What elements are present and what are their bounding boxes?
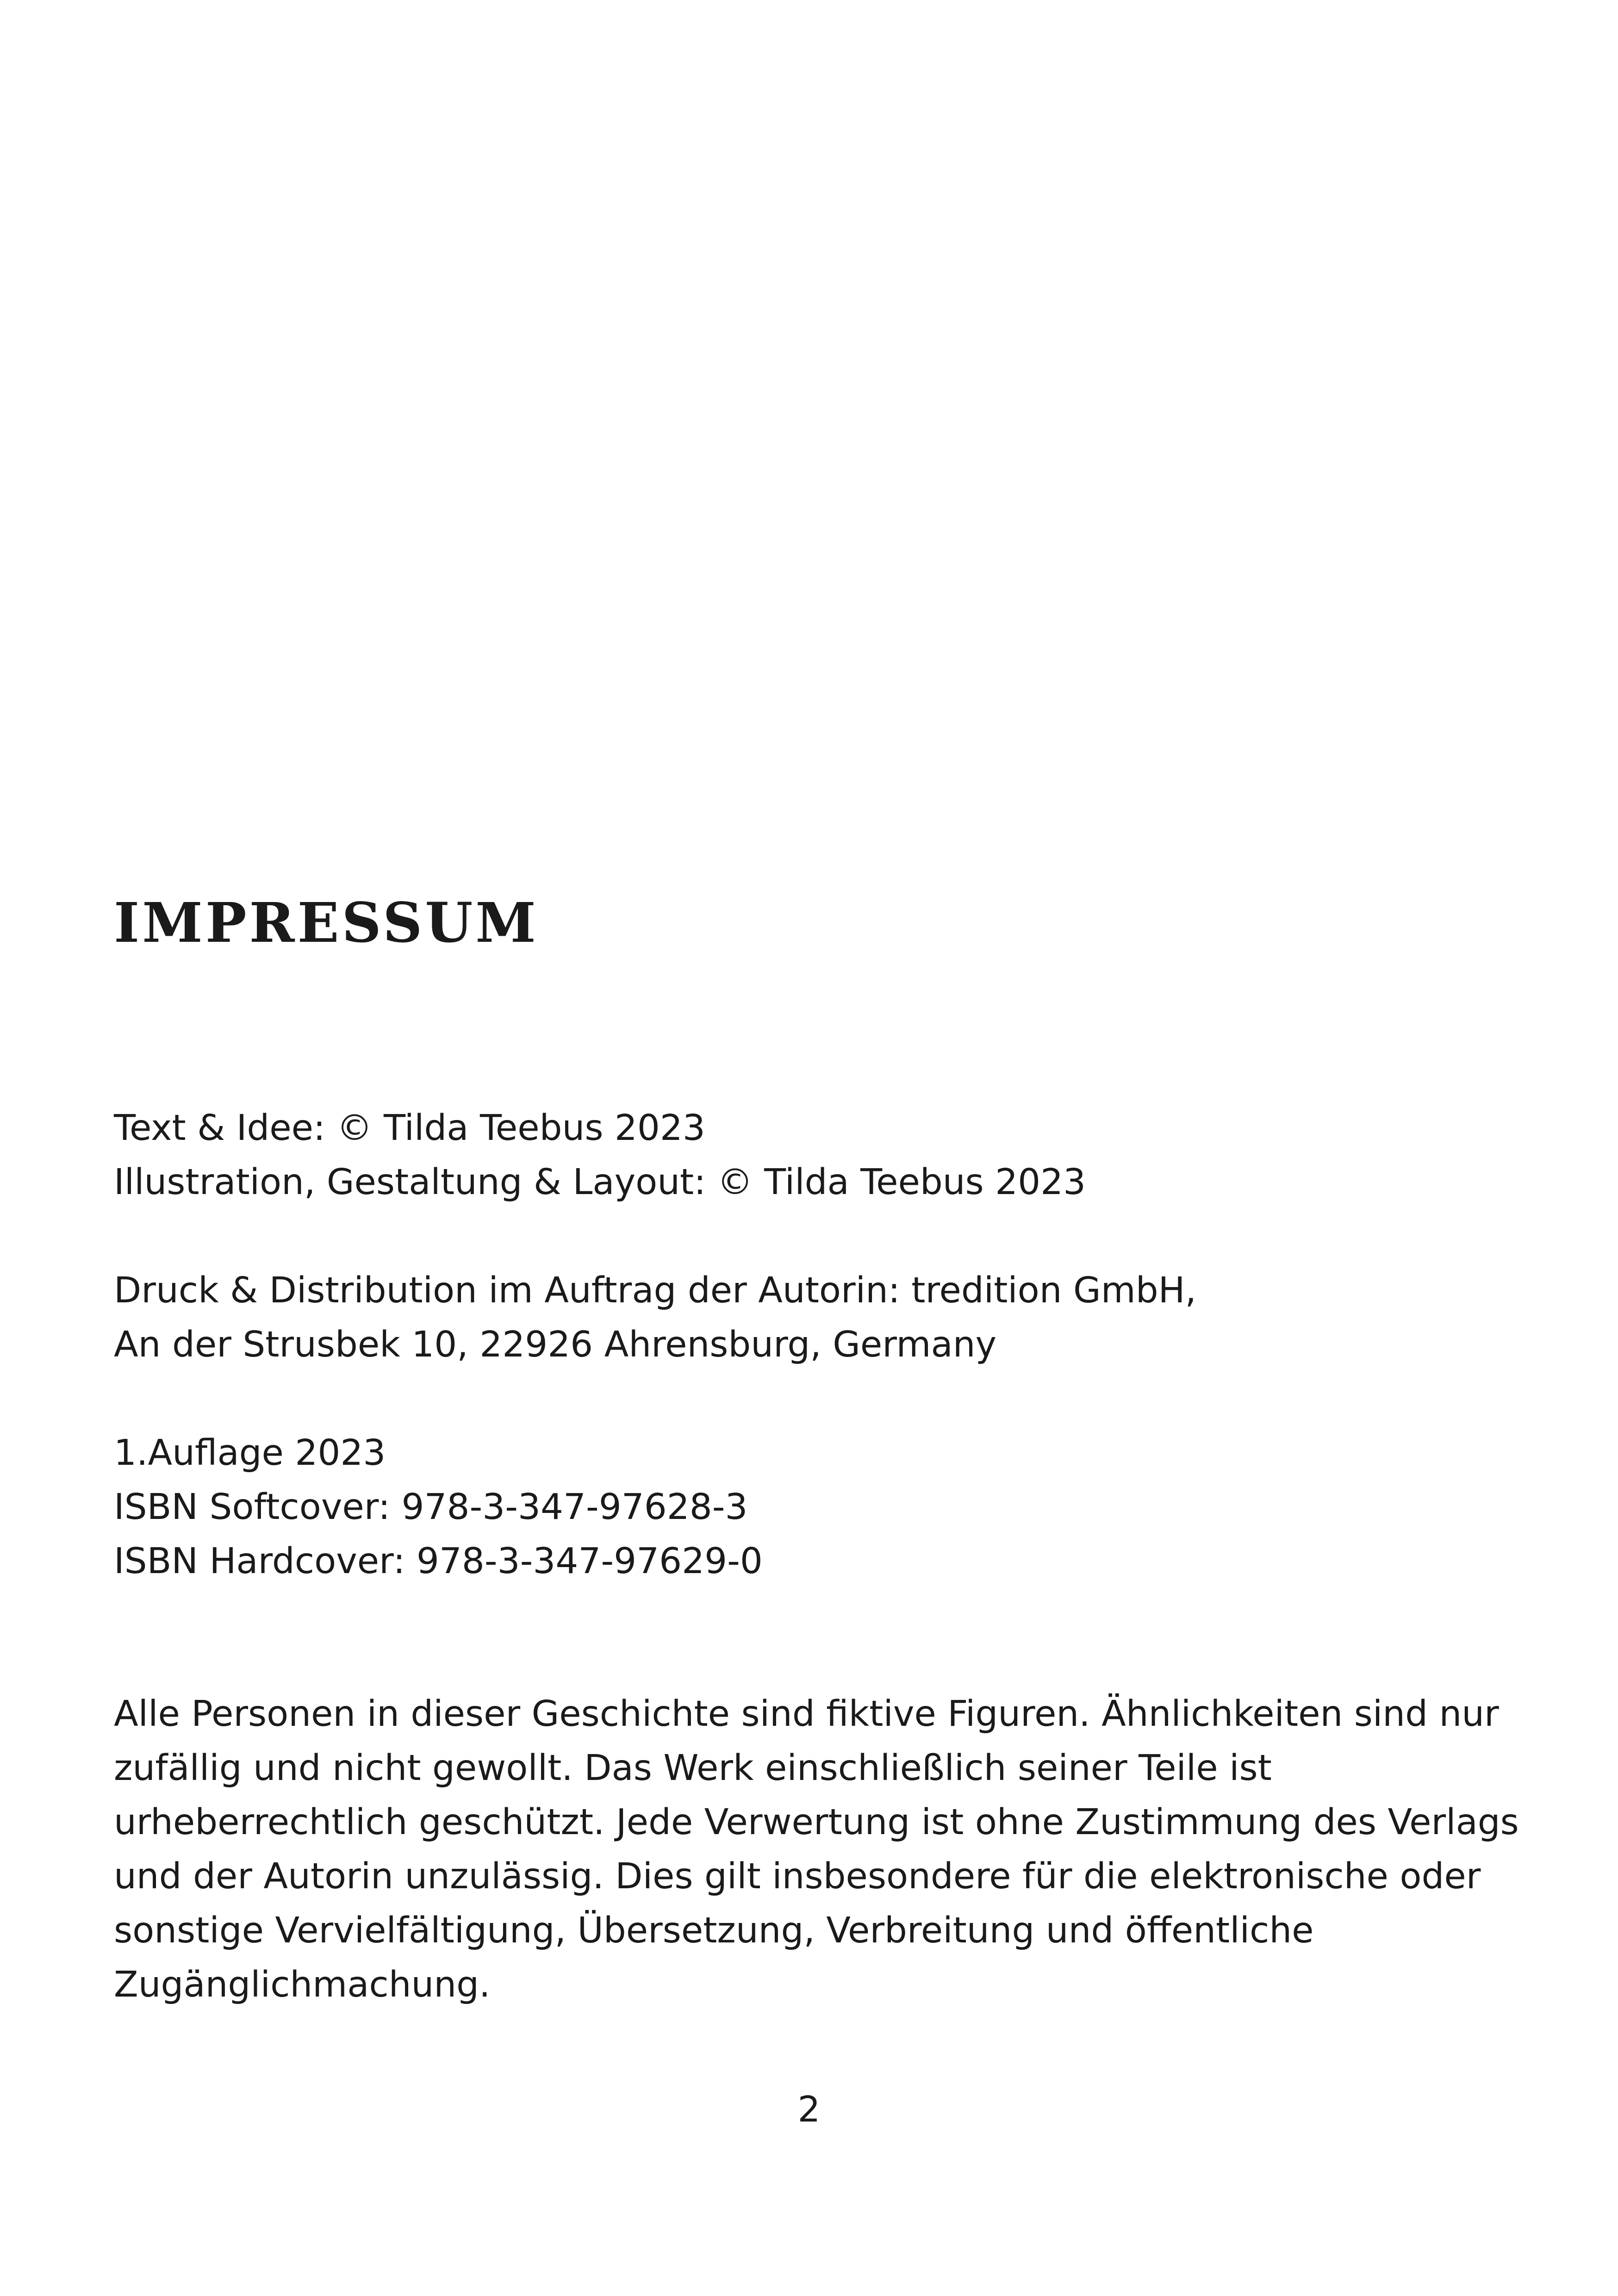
publisher-address-line: An der Strusbek 10, 22926 Ahrensburg, Germany <box>114 1324 997 1365</box>
disclaimer-line: und der Autorin unzulässig. Dies gilt insbesondere für die elektronische oder <box>114 1856 1481 1897</box>
edition-line: 1.Auflage 2023 <box>114 1432 386 1474</box>
credit-line-illustration: Illustration, Gestaltung & Layout: © Tilda Teebus 2023 <box>114 1162 1086 1203</box>
disclaimer-line: Alle Personen in dieser Geschichte sind fiktive Figuren. Ähnlichkeiten sind nur <box>114 1693 1499 1735</box>
page-number: 2 <box>797 2089 821 2130</box>
distribution-line: Druck & Distribution im Auftrag der Autorin: tredition GmbH, <box>114 1270 1196 1311</box>
disclaimer-line: Zugänglichmachung. <box>114 1964 491 2005</box>
print-distribution-block <box>114 1263 1196 1372</box>
isbn-hardcover-line: ISBN Hardcover: 978-3-347-97629-0 <box>114 1541 763 1582</box>
edition-block <box>114 1426 763 1588</box>
page-heading: IMPRESSUM <box>114 890 539 955</box>
disclaimer-line: zufällig und nicht gewollt. Das Werk einschließlich seiner Teile ist <box>114 1748 1272 1789</box>
credits-block <box>114 1101 1086 1209</box>
isbn-softcover-line: ISBN Softcover: 978-3-347-97628-3 <box>114 1487 748 1528</box>
disclaimer-line: sonstige Vervielfältigung, Übersetzung, Verbreitung und öffentliche <box>114 1910 1314 1951</box>
credit-line-text: Text & Idee: © Tilda Teebus 2023 <box>114 1108 705 1149</box>
disclaimer-line: urheberrechtlich geschützt. Jede Verwertung ist ohne Zustimmung des Verlags <box>114 1802 1519 1843</box>
legal-disclaimer <box>114 1687 1519 2012</box>
